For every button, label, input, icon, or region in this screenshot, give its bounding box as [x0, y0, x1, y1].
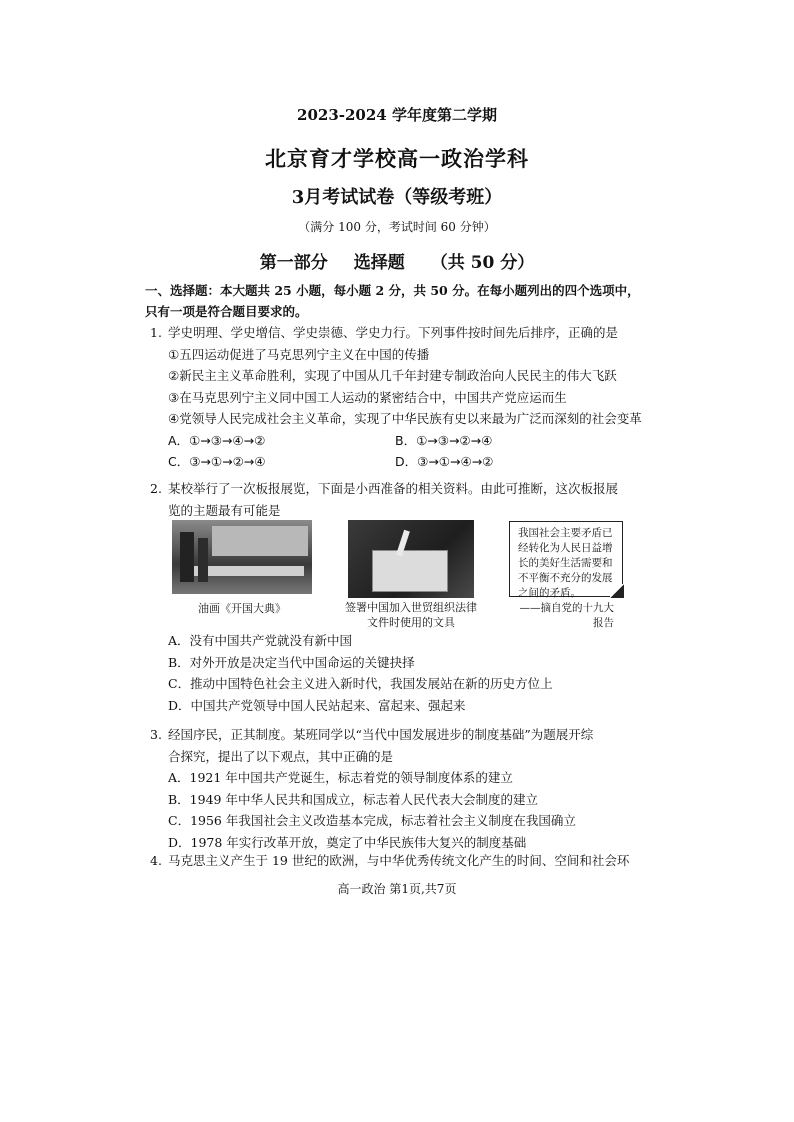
page-curl-icon [610, 584, 624, 598]
report-quote-note [509, 521, 623, 629]
wto-signing-stationery-image [348, 520, 474, 598]
option-b: B．对外开放是决定当代中国命运的关键抉择 [168, 654, 415, 670]
question-1 [150, 322, 665, 473]
question-2-options [150, 630, 665, 716]
note-source: ——摘自党的十九大报告 [519, 602, 614, 629]
exam-title: 3月考试试卷（等级考班） [291, 187, 503, 208]
question-4 [150, 850, 665, 872]
statement-item: ③在马克思列宁主义同中国工人运动的紧密结合中，中国共产党应运而生 [168, 389, 567, 405]
option-d: D．③→①→④→② [395, 454, 494, 469]
question-stem-line-2: 览的主题最有可能是 [168, 502, 281, 518]
question-2 [150, 478, 665, 521]
founding-ceremony-painting-image [172, 520, 312, 594]
option-d: D．中国共产党领导中国人民站起来、富起来、强起来 [168, 697, 466, 713]
options-row [168, 430, 665, 452]
section-type: 选择题 [353, 253, 405, 273]
options-row [168, 451, 665, 473]
question-stem: 马克思主义产生于 19 世纪的欧洲，与中华优秀传统文化产生的时间、空间和社会环 [168, 853, 630, 868]
figure-2-caption [338, 600, 484, 630]
question-number: 2. [150, 481, 162, 496]
question-number: 1. [150, 325, 162, 340]
option-b: B．①→③→②→④ [395, 432, 493, 448]
question-stem: 学史明理、学史增信、学史崇德、学史力行。下列事件按时间先后排序，正确的是 [168, 325, 619, 340]
year-term: 2023-2024 学年度第二学期 [297, 106, 497, 124]
page-footer: 高一政治 第1页,共7页 [337, 882, 457, 896]
statement-item: ①五四运动促进了马克思列宁主义在中国的传播 [168, 346, 430, 362]
question-number: 4. [150, 853, 162, 868]
question-stem-line-2: 合探究，提出了以下观点，其中正确的是 [168, 748, 394, 764]
question-2-figures [172, 520, 622, 630]
school-subject-title: 北京育才学校高一政治学科 [265, 146, 529, 171]
option-d: D．1978 年实行改革开放，奠定了中华民族伟大复兴的制度基础 [168, 834, 527, 850]
option-c: C．1956 年我国社会主义改造基本完成，标志着社会主义制度在我国确立 [168, 813, 576, 828]
section-heading [0, 248, 794, 273]
section-part: 第一部分 [259, 253, 328, 273]
question-3 [150, 724, 665, 853]
instructions [145, 280, 665, 322]
statement-item: ②新民主主义革命胜利，实现了中国从几千年封建专制政治向人民民主的伟大飞跃 [168, 368, 617, 383]
figure-2-caption-line-2: 文件时使用的文具 [367, 616, 455, 629]
question-stem-line-1: 某校举行了一次板报展览，下面是小西准备的相关资料。由此可推断，这次板报展 [168, 481, 619, 496]
instructions-line-2: 只有一项是符合题目要求的。 [145, 304, 308, 319]
question-stem-line-1: 经国序民，正其制度。某班同学以“当代中国发展进步的制度基础”为题展开综 [168, 727, 594, 742]
figure-1-caption: 油画《开国大典》 [198, 602, 286, 615]
question-number: 3. [150, 727, 162, 742]
section-total: （共 50 分） [430, 253, 535, 273]
option-a: A．1921 年中国共产党诞生，标志着党的领导制度体系的建立 [168, 770, 513, 785]
exam-info: （满分 100 分，考试时间 60 分钟） [298, 220, 496, 234]
option-a: A．①→③→④→② [168, 432, 266, 448]
option-c: C．推动中国特色社会主义进入新时代，我国发展站在新的历史方位上 [168, 676, 553, 691]
statement-item: ④党领导人民完成社会主义革命，实现了中华民族有史以来最为广泛而深刻的社会变革 [168, 411, 642, 426]
instructions-line-1: 一、选择题：本大题共 25 小题，每小题 2 分，共 50 分。在每小题列出的四个选项中， [145, 283, 640, 298]
option-b: B．1949 年中华人民共和国成立，标志着人民代表大会制度的建立 [168, 791, 538, 807]
option-c: C．③→①→②→④ [168, 454, 266, 469]
note-text: 我国社会主要矛盾已经转化为人民日益增长的美好生活需要和不平衡不充分的发展之间的矛盾。 [518, 527, 613, 599]
option-a: A．没有中国共产党就没有新中国 [168, 633, 353, 648]
figure-2-caption-line-1: 签署中国加入世贸组织法律 [345, 601, 477, 614]
